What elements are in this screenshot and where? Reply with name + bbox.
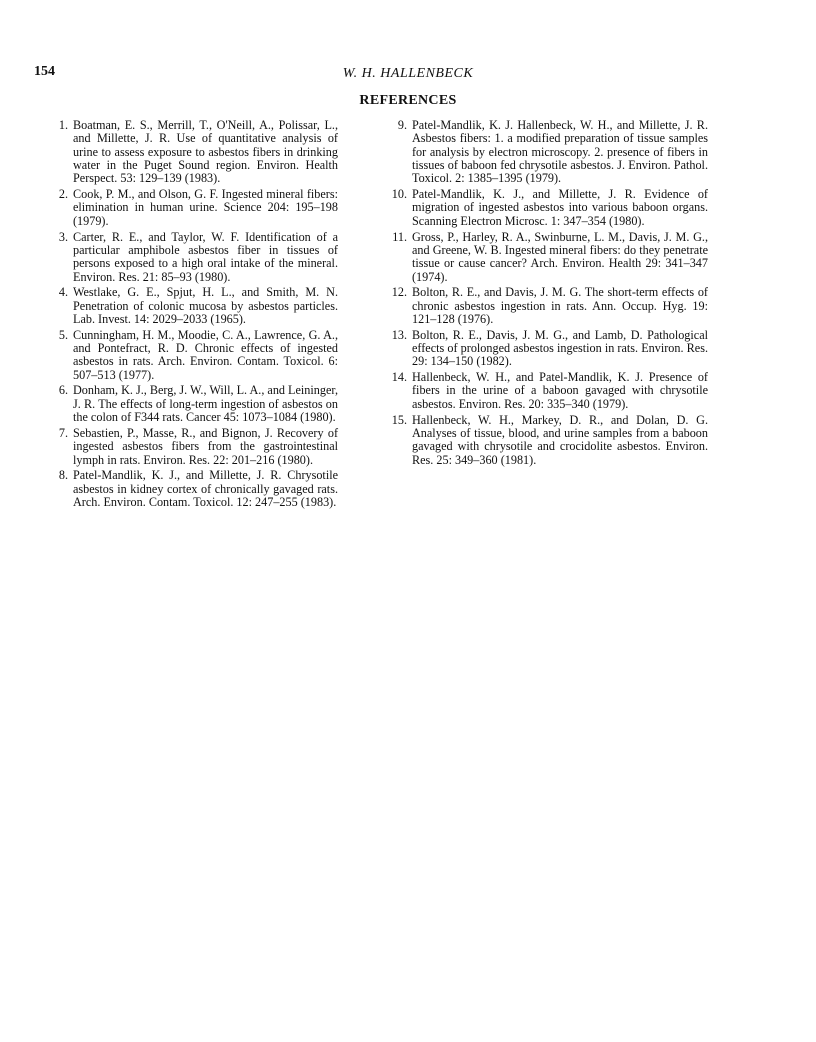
reference-item <box>51 231 338 284</box>
reference-number: 7. <box>58 425 68 440</box>
reference-text: Carter, R. E., and Taylor, W. F. Identification of a particular amphibole asbestos fiber in tissues of persons exposed to a high oral intake of the mineral. Environ. Res. 21: 85–93 (1980). <box>73 229 338 284</box>
reference-text: Patel-Mandlik, K. J. Hallenbeck, W. H., and Millette, J. R. Asbestos fibers: 1. a modified preparation of tissue samples for analysis by electron microscopy. 2. presence of fibers in tissues of baboon fed chrysotile asbestos. J. Environ. Pathol. Toxicol. 2: 1385–1395 (1979). <box>412 118 708 186</box>
reference-number: 11. <box>392 229 407 244</box>
reference-text: Westlake, G. E., Spjut, H. L., and Smith, M. N. Penetration of colonic mucosa by asbestos particles. Lab. Invest. 14: 2029–2033 (1965). <box>73 285 338 326</box>
reference-number: 10. <box>391 187 407 202</box>
reference-number: 1. <box>58 118 68 132</box>
reference-item <box>390 371 708 411</box>
reference-number: 6. <box>58 383 68 398</box>
reference-item <box>51 384 338 424</box>
reference-item <box>390 231 708 284</box>
reference-text: Boatman, E. S., Merrill, T., O'Neill, A., Polissar, L., and Millette, J. R. Use of quantitative analysis of urine to assess exposure to asbestos fibers in drinking water in the Puget Sound region. Environ. Health Perspect. 53: 129–139 (1983). <box>73 118 338 186</box>
reference-text: Sebastien, P., Masse, R., and Bignon, J. Recovery of ingested asbestos fibers from the gastrointestinal lymph in rats. Environ. Res. 22: 201–216 (1980). <box>73 425 338 467</box>
reference-number: 13. <box>391 327 407 342</box>
references-right-column <box>390 119 708 469</box>
reference-number: 4. <box>58 285 68 300</box>
reference-text: Cook, P. M., and Olson, G. F. Ingested mineral fibers: elimination in human urine. Science 204: 195–198 (1979). <box>73 187 338 228</box>
references-left-column <box>51 119 338 512</box>
reference-number: 8. <box>58 468 68 483</box>
reference-text: Cunningham, H. M., Moodie, C. A., Lawrence, G. A., and Pontefract, R. D. Chronic effects of ingested asbestos in rats. Arch. Environ. Contam. Toxicol. 6: 507–513 (1977). <box>73 327 338 382</box>
reference-text: Bolton, R. E., Davis, J. M. G., and Lamb, D. Pathological effects of prolonged asbestos ingestion in rats. Environ. Res. 29: 134–150 (1982). <box>412 327 708 369</box>
reference-text: Patel-Mandlik, K. J., and Millette, J. R. Evidence of migration of ingested asbestos into various baboon organs. Scanning Electron Microsc. 1: 347–354 (1980). <box>412 187 708 228</box>
reference-item <box>390 329 708 369</box>
reference-text: Patel-Mandlik, K. J., and Millette, J. R. Chrysotile asbestos in kidney cortex of chronically gavaged rats. Arch. Environ. Contam. Toxicol. 12: 247–255 (1983). <box>73 468 338 510</box>
reference-item <box>390 188 708 228</box>
reference-item <box>51 469 338 509</box>
running-head: W. H. HALLENBECK <box>342 66 474 81</box>
reference-text: Bolton, R. E., and Davis, J. M. G. The short-term effects of chronic asbestos ingestion in rats. Ann. Occup. Hyg. 19: 121–128 (1976). <box>412 285 708 326</box>
reference-number: 15. <box>391 412 407 427</box>
reference-item <box>390 286 708 326</box>
reference-text: Hallenbeck, W. H., Markey, D. R., and Dolan, D. G. Analyses of tissue, blood, and urine samples from a baboon gavaged with chrysotile and crocidolite asbestos. Environ. Res. 25: 349–360 (1981). <box>412 412 708 467</box>
reference-number: 2. <box>58 187 68 202</box>
page-number: 154 <box>34 64 55 79</box>
reference-item <box>390 119 708 186</box>
reference-text: Hallenbeck, W. H., and Patel-Mandlik, K. J. Presence of fibers in the urine of a baboon gavaged with chrysotile asbestos. Environ. Res. 20: 335–340 (1979). <box>412 370 708 411</box>
reference-item <box>51 188 338 228</box>
reference-number: 12. <box>391 285 407 300</box>
section-title: REFERENCES <box>359 93 457 108</box>
reference-text: Donham, K. J., Berg, J. W., Will, L. A., and Leininger, J. R. The effects of long-term ingestion of asbestos on the colon of F344 rats. Cancer 45: 1073–1084 (1980). <box>73 383 338 425</box>
reference-number: 5. <box>58 327 68 342</box>
reference-number: 3. <box>58 229 68 244</box>
reference-item <box>51 427 338 467</box>
reference-item <box>51 329 338 382</box>
reference-item <box>51 286 338 326</box>
reference-item <box>390 414 708 467</box>
reference-number: 9. <box>397 118 407 132</box>
reference-text: Gross, P., Harley, R. A., Swinburne, L. M., Davis, J. M. G., and Greene, W. B. Ingested mineral fibers: do they penetrate tissue or cause cancer? Arch. Environ. Health 29: 341–347 (1974). <box>412 229 708 284</box>
reference-item <box>51 119 338 186</box>
reference-number: 14. <box>391 370 407 385</box>
